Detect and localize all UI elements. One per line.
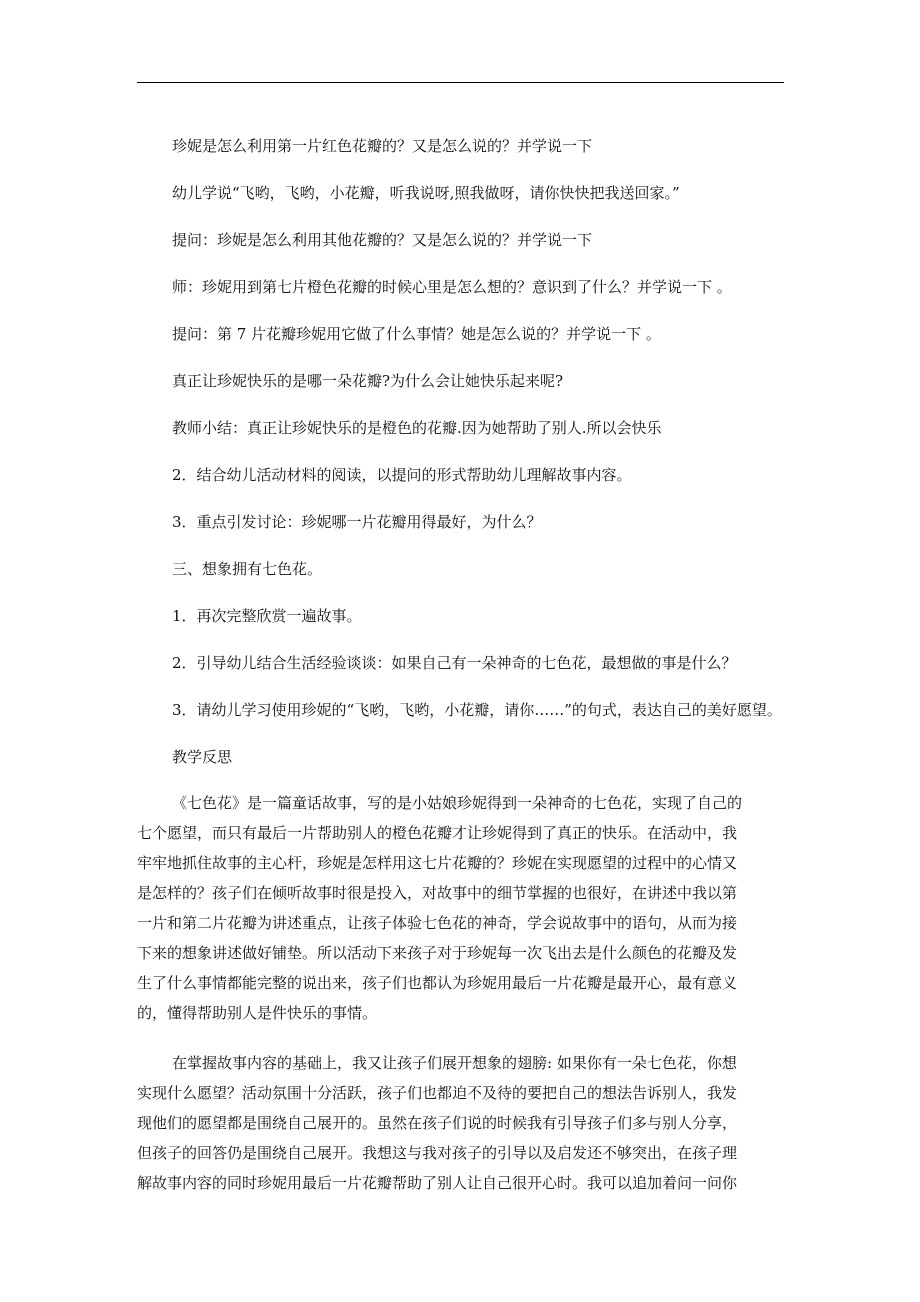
section-three-heading: 三、想象拥有七色花。 [172,560,323,578]
teacher-summary: 教师小结：真正让珍妮快乐的是橙色的花瓣.因为她帮助了别人.所以会快乐 [172,419,662,437]
step-2-imagine: 2．引导幼儿结合生活经验谈谈：如果自己有一朵神奇的七色花，最想做的事是什么？ [172,654,737,672]
teacher-seventh-petal: 师：珍妮用到第七片橙色花瓣的时候心里是怎么想的？意识到了什么？并学说一下 。 [172,278,732,296]
reflection-title: 教学反思 [172,748,233,766]
reflection-paragraph-2: 在掌握故事内容的基础上，我又让孩子们展开想象的翅膀: 如果你有一朵七色花，你想实现什么愿望？活动氛围十分活跃，孩子们也都迫不及待的要把自己的想法告诉别人，我发现他们的愿望都是围绕自己展开的。虽然在孩子们说的时候我有引导孩子们多与别人分享，但孩子的回答仍是围绕自己展开。我想这与我对孩子的引导以及启发还不够突出，在孩子理解故事内容的同时珍妮用最后一片花瓣帮助了别人让自己很开心时。我可以追加着问一问你 [137,1054,738,1192]
question-happy-petal: 真正让珍妮快乐的是哪一朵花瓣?为什么会让她快乐起来呢? [172,372,564,390]
step-3-discussion: 3．重点引发讨论：珍妮哪一片花瓣用得最好，为什么？ [172,513,542,531]
step-1-reappreciate: 1．再次完整欣赏一遍故事。 [172,607,362,625]
question-first-petal: 珍妮是怎么利用第一片红色花瓣的？又是怎么说的？并学说一下 [172,137,593,155]
children-recite: 幼儿学说“飞哟，飞哟，小花瓣，听我说呀,照我做呀，请你快快把我送回家。” [172,184,680,202]
question-other-petals: 提问：珍妮是怎么利用其他花瓣的？又是怎么说的？并学说一下 [172,231,593,249]
header-rule [137,82,784,83]
reflection-paragraph-1: 《七色花》是一篇童话故事，写的是小姑娘珍妮得到一朵神奇的七色花，实现了自己的七个愿望，而只有最后一片帮助别人的橙色花瓣才让珍妮得到了真正的快乐。在活动中，我牢牢地抓住故事的主心杆，珍妮是怎样用这七片花瓣的？珍妮在实现愿望的过程中的心情又是怎样的？孩子们在倾听故事时很是投入，对故事中的细节掌握的也很好，在讲述中我以第一片和第二片花瓣为讲述重点，让孩子体验七色花的神奇，学会说故事中的语句，从而为接下来的想象讲述做好铺垫。所以活动下来孩子对于珍妮每一次飞出去是什么颜色的花瓣及发生了什么事情都能完整的说出来，孩子们也都认为珍妮用最后一片花瓣是最开心，最有意义的，懂得帮助别人是件快乐的事情。 [137,794,743,1022]
question-seventh-petal: 提问：第 7 片花瓣珍妮用它做了什么事情？她是怎么说的？并学说一下 。 [172,325,661,343]
step-2-reading: 2．结合幼儿活动材料的阅读，以提问的形式帮助幼儿理解故事内容。 [172,466,632,484]
step-3-wish: 3．请幼儿学习使用珍妮的“飞哟，飞哟，小花瓣，请你……”的句式，表达自己的美好愿望。 [172,701,782,719]
document-body [137,132,784,1198]
